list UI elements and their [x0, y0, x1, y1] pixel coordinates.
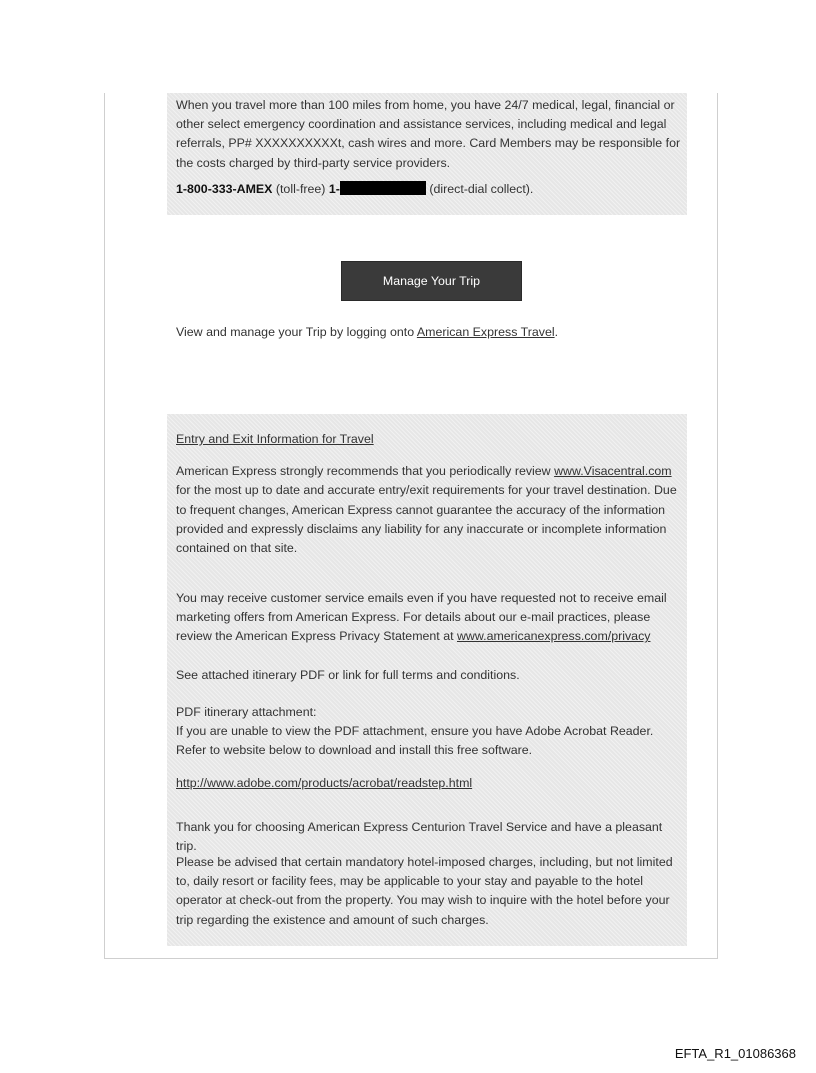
- visacentral-link[interactable]: www.Visacentral.com: [554, 464, 672, 479]
- terms-text: See attached itinerary PDF or link for full terms and conditions.: [176, 668, 520, 682]
- manage-your-trip-button[interactable]: Manage Your Trip: [341, 261, 522, 301]
- hotel-note: Please be advised that certain mandatory hotel-imposed charges, including, but not limited to, daily resort or facility fees, may be applicable to your stay and payable to the hotel operator at check-out from the property. You may wish to inquire with the hotel before your trip regarding the existence and amount of such charges.: [176, 855, 673, 927]
- pdf-section: [176, 703, 686, 793]
- pdf-label: PDF itinerary attachment:: [176, 705, 317, 719]
- manage-text-after: .: [554, 325, 559, 339]
- entry-exit-text-before: American Express strongly recommends that you periodically review: [176, 464, 555, 479]
- adobe-link[interactable]: http://www.adobe.com/products/acrobat/readstep.html: [176, 775, 473, 790]
- assistance-paragraph: When you travel more than 100 miles from home, you have 24/7 medical, legal, financial or other select emergency coordination and assistance services, including medical and legal referrals, PP# XXXXXXXXXXt, cash wires and more. Card Members may be responsible for the costs charged by third-party service providers.: [176, 98, 681, 170]
- assistance-phone-line: [176, 180, 686, 199]
- entry-exit-paragraph: [176, 462, 686, 558]
- manage-text-before: View and manage your Trip by logging onto: [176, 325, 417, 339]
- assistance-text: [176, 96, 686, 199]
- direct-prefix: 1-: [328, 181, 340, 196]
- emails-section: [176, 589, 686, 647]
- entry-exit-text-after: for the most up to date and accurate entry/exit requirements for your travel destination. Due to frequent changes, American Express cannot guarantee the accuracy of the information provided and expressly disclaims any liability for any inaccurate or incomplete information contained on that site.: [176, 483, 677, 556]
- manage-text: [176, 323, 686, 342]
- privacy-link[interactable]: www.americanexpress.com/privacy: [456, 629, 651, 644]
- thanks-text: Thank you for choosing American Express Centurion Travel Service and have a pleasant trip.: [176, 820, 663, 854]
- pdf-text: If you are unable to view the PDF attachment, ensure you have Adobe Acrobat Reader. Refer to website below to download and install this free software.: [176, 724, 654, 758]
- entry-exit-section: [176, 430, 686, 558]
- emails-text: You may receive customer service emails even if you have requested not to receive email marketing offers from American Express. For details about our e-mail practices, please review the American Express Privacy Statement at: [176, 591, 667, 644]
- american-express-travel-link[interactable]: American Express Travel: [416, 325, 555, 339]
- phone-note: (toll-free): [272, 181, 329, 196]
- entry-exit-heading[interactable]: Entry and Exit Information for Travel: [176, 432, 374, 446]
- direct-note: (direct-dial collect).: [425, 181, 534, 196]
- document-id: EFTA_R1_01086368: [674, 1046, 796, 1061]
- redaction-box: [340, 181, 426, 195]
- phone-number[interactable]: 1-800-333-AMEX: [176, 181, 273, 196]
